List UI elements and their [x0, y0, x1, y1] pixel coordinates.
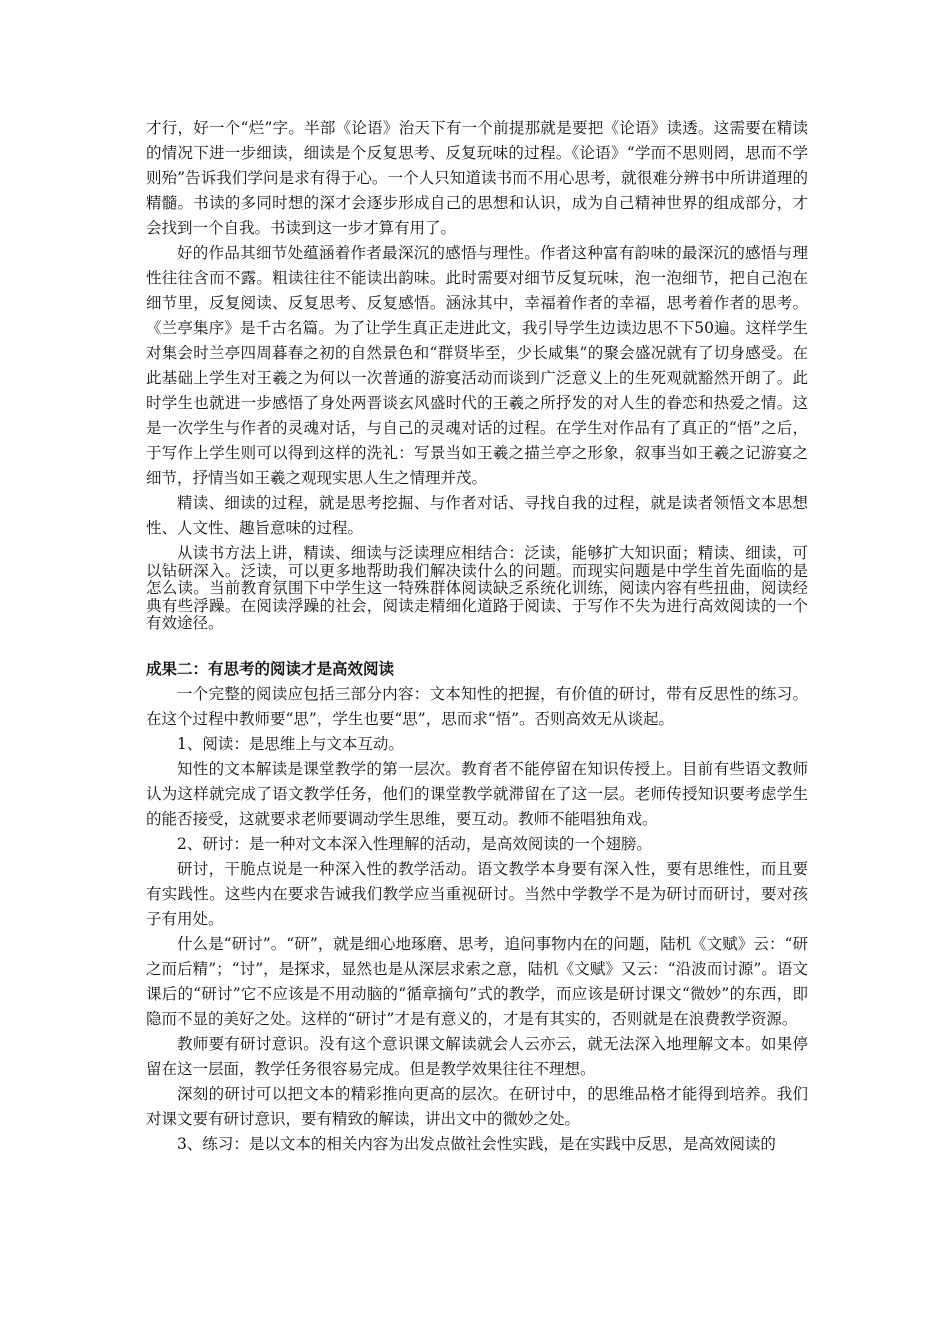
section-intro: 一个完整的阅读应包括三部分内容：文本知性的把握，有价值的研讨，带有反思性的练习。在这个过程中教师要“思”，学生也要“思”，思而求“悟”。否则高效无从谈起。 — [146, 684, 808, 728]
point-3-title: 3、练习：是以文本的相关内容为出发点做社会性实践，是在实践中反思，是高效阅读的 — [177, 1134, 776, 1153]
paragraph-4: 从读书方法上讲，精读、细读与泛读理应相结合：泛读，能够扩大知识面；精读、细读，可以钻研深入。泛读，可以更多地帮助我们解决读什么的问题。而现实问题是中学生首先面临的是怎么读。当前教育氛围下中学生这一特殊群体阅读缺乏系统化训练，阅读内容有些扭曲，阅读经典有些浮躁。在阅读浮躁的社会，阅读走精细化道路于阅读、于写作不失为进行高效阅读的一个有效途径。 — [146, 544, 808, 632]
paragraph-2: 好的作品其细节处蕴涵着作者最深沉的感悟与理性。作者这种富有韵味的最深沉的感悟与理性往往含而不露。粗读往往不能读出韵味。此时需要对细节反复玩味，泡一泡细节，把自己泡在细节里，反复阅读、反复思考、反复感悟。涵泳其中，幸福着作者的幸福，思考着作者的思考。《兰亭集序》是千古名篇。为了让学生真正走进此文，我引导学生边读边思不下50遍。这样学生对集会时兰亭四周暮春之初的自然景色和“群贤毕至，少长咸集”的聚会盛况就有了切身感受。在此基础上学生对王羲之为何以一次普通的游宴活动而谈到广泛意义上的生死观就豁然开朗了。此时学生也就进一步感悟了身处两晋谈玄风盛时代的王羲之所抒发的对人生的眷恋和热爱之情。这是一次学生与作者的灵魂对话，与自己的灵魂对话的过程。在学生对作品有了真正的“悟”之后，于写作上学生则可以得到这样的洗礼：写景当如王羲之描兰亭之形象，叙事当如王羲之记游宴之细节，抒情当如王羲之观现实思人生之情理并茂。 — [146, 244, 808, 487]
paragraph-3: 精读、细读的过程，就是思考挖掘、与作者对话、寻找自我的过程，就是读者领悟文本思想性、人文性、趣旨意味的过程。 — [146, 494, 808, 537]
point-1-body: 知性的文本解读是课堂教学的第一层次。教育者不能停留在知识传授上。目前有些语文教师认为这样就完成了语文教学任务，他们的课堂教学就滞留在了这一层。老师传授知识要考虑学生的能否接受，这就要求老师要调动学生思维，要互动。教师不能唱独角戏。 — [146, 759, 808, 828]
paragraph-1: 才行，好一个“烂”字。半部《论语》治天下有一个前提那就是要把《论语》读透。这需要在精读的情况下进一步细读，细读是个反复思考、反复玩味的过程。《论语》“学而不思则罔，思而不学则殆”告诉我们学问是求有得于心。一个人只知道读书而不用心思考，就很难分辨书中所讲道理的精髓。书读的多同时想的深才会逐步形成自己的思想和认识，成为自己精神世界的组成部分，才会找到一个自我。书读到这一步才算有用了。 — [146, 119, 808, 237]
point-2-body-4: 深刻的研讨可以把文本的精彩推向更高的层次。在研讨中，的思维品格才能得到培养。我们对课文要有研讨意识，要有精致的解读，讲出文中的微妙之处。 — [146, 1084, 808, 1128]
point-2-body-1: 研讨，干脆点说是一种深入性的教学活动。语文教学本身要有深入性，要有思维性，而且要有实践性。这些内在要求告诫我们教学应当重视研讨。当然中学教学不是为研讨而研讨，要对孩子有用处。 — [146, 859, 808, 928]
section-spacer — [146, 633, 808, 657]
point-2-body-3: 教师要有研讨意识。没有这个意识课文解读就会人云亦云，就无法深入地理解文本。如果停留在这一层面，教学任务很容易完成。但是教学效果往往不理想。 — [146, 1034, 808, 1078]
point-1-title: 1、阅读：是思维上与文本互动。 — [177, 734, 404, 753]
point-2-body-2: 什么是“研讨”。“研”，就是细心地琢磨、思考，追问事物内在的问题，陆机《文赋》云：“研之而后精”；“讨”，是探求，显然也是从深层求索之意，陆机《文赋》又云：“沿波而讨源”。语文课后的“研讨”它不应该是不用动脑的“循章摘句”式的教学，而应该是研讨课文“微妙”的东西，即隐而不显的美好之处。这样的“研讨”才是有意义的，才是有其实的，否则就是在浪费教学资源。 — [146, 934, 808, 1028]
point-2-title: 2、研讨：是一种对文本深入性理解的活动，是高效阅读的一个翅膀。 — [177, 834, 652, 853]
document-page — [146, 116, 808, 1157]
section-heading: 成果二：有思考的阅读才是高效阅读 — [146, 659, 395, 678]
